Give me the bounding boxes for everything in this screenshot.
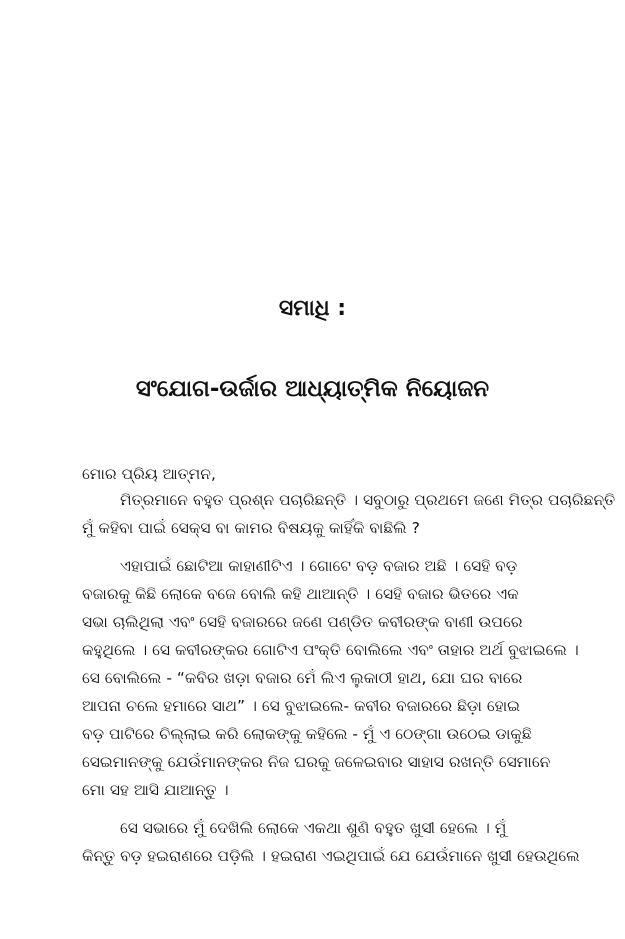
text-line: ସଭା ଚାଲିଥିଲା ଏବଂ ସେହି ବଜାରରେ ଜଣେ ପଣ୍ଡିତ କବୀରଙ୍କ ବାଣୀ ଉପରେ: [82, 613, 523, 631]
text-line: ଏହାପାଇଁ ଛୋଟିଆ କାହାଣୀଟିଏ । ଗୋଟେ ବଡ଼ ବଜାର ଅଛି । ସେହି ବଡ଼: [120, 557, 518, 575]
text-line: ସେଇମାନଙ୍କୁ ଯେଉଁମାନଙ୍କର ନିଜ ଘରକୁ ଜଳେଇବାର ସାହାସ ରଖନ୍ତି ସେମାନେ: [82, 753, 551, 771]
text-line: ମିତ୍ରମାନେ ବହୁତ ପ୍ରଶ୍ନ ପଚାରିଛନ୍ତି । ସବୁଠାରୁ ପ୍ରଥମେ ଜଣେ ମିତ୍ର ପଚାରିଛନ୍ତି: [120, 491, 616, 509]
chapter-title: ସଂଯୋଗ-ଉର୍ଜାର ଆଧ୍ୟାତ୍ମିକ ନିୟୋଜନ: [135, 376, 490, 402]
text-line: କହୁଥିଲେ । ସେ କବୀରଙ୍କର ଗୋଟିଏ ପଂକ୍ତି ବୋଲିଲେ ଏବଂ ତାହାର ଅର୍ଥ ବୁଝାଇଲେ ।: [82, 641, 579, 659]
text-line: ସେ ସଭାରେ ମୁଁ ଦେଖିଲି ଲୋକେ ଏକଥା ଶୁଣି ବହୁତ ଖୁସୀ ହେଲେ । ମୁଁ: [120, 819, 507, 837]
text-line: ଆପନା ଚଲେ ହମାରେ ସାଥ” । ସେ ବୁଝାଇଲେ- କବୀର ବଜାରରେ ଛିଡ଼ା ହୋଇ: [82, 697, 521, 715]
chapter-heading: ସମାଧି :: [278, 296, 347, 321]
text-line: ବଡ଼ ପାଟିରେ ଚିଲ୍ଲାଇ କରି ଲୋକଙ୍କୁ କହିଲେ - ମୁଁ ଏ ଠେଙ୍ଗା ଉଠେଇ ଡାକୁଛି: [82, 725, 532, 743]
text-line: ମୁଁ କହିବା ପାଇଁ ସେକ୍ସ ବା କାମର ବିଷୟକୁ କାହିଁକି ବାଛିଲି ?: [82, 519, 420, 537]
salutation: ମୋର ପ୍ରିୟ ଆତ୍ମନ,: [82, 465, 216, 483]
text-line: ବଜାରକୁ କିଛି ଲୋକେ ବଜେ ବୋଲି କହି ଥାଆନ୍ତି । ସେହି ବଜାର ଭିତରେ ଏକ: [82, 585, 519, 603]
text-line: ସେ ବୋଲିଲେ - “କବିର ଖଡ଼ା ବଜାର ମେଁ ଲିଏ ଲୁକାଠୀ ହାଥ, ଯୋ ଘର ବାରେ: [82, 669, 523, 687]
text-line: ମୋ ସହ ଆସି ଯାଆନ୍ତୁ ।: [82, 781, 229, 799]
text-line: କିନ୍ତୁ ବଡ଼ ହଇରାଣରେ ପଡ଼ିଲି । ହଇରାଣ ଏଇଥିପାଇଁ ଯେ ଯେଉଁମାନେ ଖୁସୀ ହେଉଥିଲେ: [82, 847, 580, 865]
